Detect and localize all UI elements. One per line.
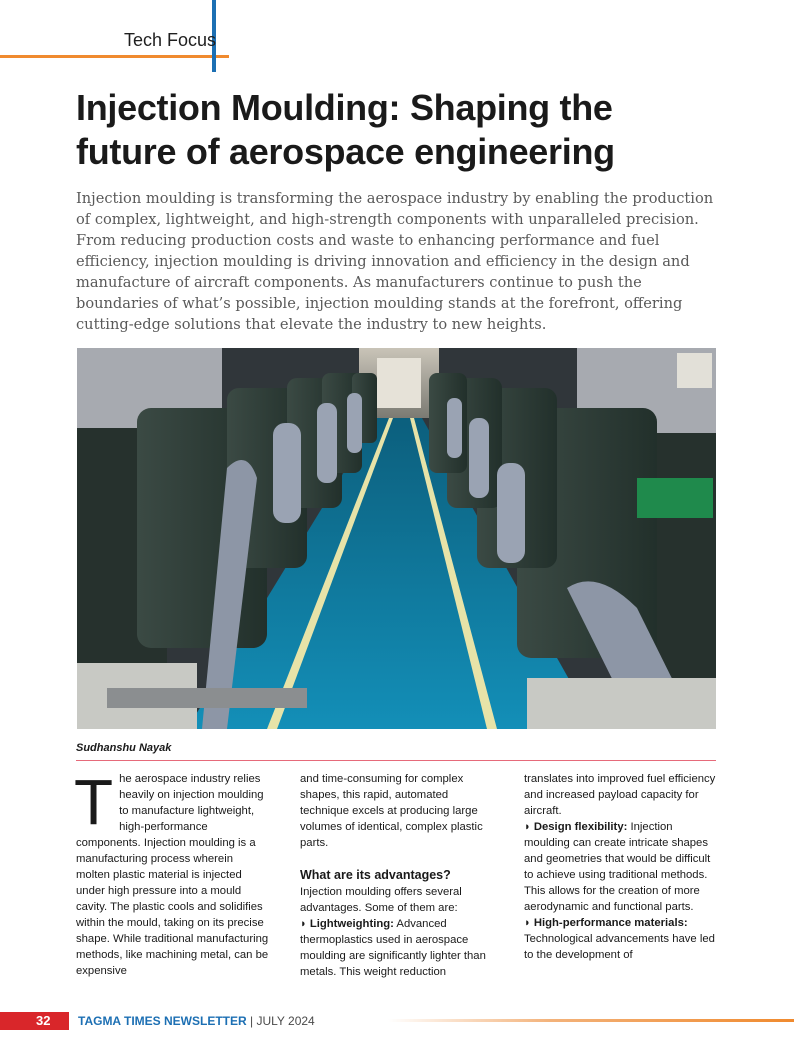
article-title	[76, 86, 756, 174]
footer-orange-rule	[388, 1019, 794, 1022]
hero-image-aircraft-cabin	[77, 348, 716, 729]
advantages-subheading: What are its advantages?	[300, 868, 451, 882]
header-orange-rule	[0, 55, 229, 58]
body-column-1	[74, 766, 270, 979]
body-column-2	[300, 771, 496, 980]
bullet-high-performance-materials	[524, 915, 720, 963]
half-circle-bullet-icon: ◗	[300, 918, 307, 930]
page-number: 32	[36, 1013, 51, 1028]
col3-paragraph: translates into improved fuel efficiency and increased payload capacity for aircraft.	[524, 773, 716, 817]
byline-rule	[76, 760, 716, 761]
bullet-text-lightweighting: Advanced thermoplastics used in aerospace moulding are significantly lighter than metals. This weight reduction	[300, 918, 486, 978]
article-intro: Injection moulding is transforming the aerospace industry by enabling the production of complex, lightweight, and high-strength components with unparalleled precision. From reducing production costs and waste to enhancing performance and fuel efficiency, injection moulding is driving innovation and efficiency in the design and manufacture of aircraft components. As manufacturers continue to push the boundaries of what’s possible, injection moulding stands at the forefront, offering cutting-edge solutions that elevate the industry to new heights.	[76, 190, 714, 333]
col1-paragraph	[74, 766, 270, 979]
section-label: Tech Focus	[124, 30, 217, 50]
half-circle-bullet-icon: ◗	[524, 917, 531, 929]
bullet-text-design-flexibility: Injection moulding can create intricate shapes and geometries that would be difficult to achieve using traditional methods. This allows for the creation of more aerodynamic and functional parts.	[524, 821, 711, 913]
cabin-illustration	[77, 348, 716, 729]
half-circle-bullet-icon: ◗	[524, 821, 531, 833]
advantages-intro: Injection moulding offers several advantages. Some of them are:	[300, 886, 462, 914]
title-line-1: Injection Moulding: Shaping the	[76, 87, 613, 128]
byline: Sudhanshu Nayak	[76, 742, 172, 754]
bullet-lightweighting	[300, 916, 496, 980]
bullet-design-flexibility	[524, 819, 720, 915]
body-column-3	[524, 771, 720, 963]
col1-text: he aerospace industry relies heavily on injection moulding to manufacture lightweight, high-performance components. Injection moulding is a manufacturing process wherein molten plastic material is injected under high pressure into a mould cavity. The plastic cools and solidifies within the mould, taking on its precise shape. While traditional manufacturing methods, like machining metal, can be expensive	[76, 773, 269, 977]
footer-issue: JULY 2024	[256, 1014, 315, 1028]
bullet-text-high-performance-materials: Technological advancements have led to the development of	[524, 933, 715, 961]
footer-publication-line	[78, 1014, 315, 1028]
footer-separator: |	[246, 1014, 257, 1028]
bullet-label-design-flexibility: Design flexibility:	[533, 821, 628, 833]
title-line-2: future of aerospace engineering	[76, 131, 615, 172]
bullet-label-high-performance-materials: High-performance materials:	[533, 917, 688, 929]
col2-paragraph: and time-consuming for complex shapes, this rapid, automated technique excels at producing large volumes of identical, complex plastic parts.	[300, 773, 483, 849]
bullet-label-lightweighting: Lightweighting:	[309, 918, 394, 930]
drop-cap: T	[74, 766, 114, 838]
footer-publication: TAGMA TIMES NEWSLETTER	[78, 1014, 247, 1028]
